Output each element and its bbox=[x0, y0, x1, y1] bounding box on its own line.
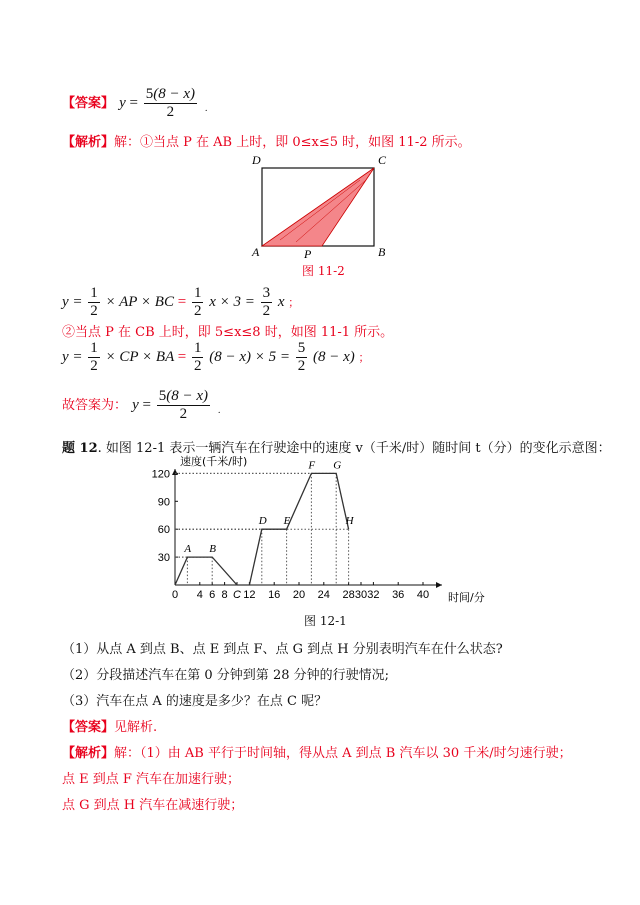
x-tick-label: 28 bbox=[342, 589, 355, 601]
point-label-h: H bbox=[345, 515, 354, 528]
point-label-d: D bbox=[258, 515, 267, 528]
x-tick-label: 32 bbox=[367, 589, 380, 601]
y-axis-arrow bbox=[172, 469, 178, 475]
label-c: C bbox=[378, 153, 387, 167]
analysis-text: 解：①当点 P 在 AB 上时，即 0≤x≤5 时，如图 11-2 所示。 bbox=[114, 135, 471, 150]
analysis-label: 【解析】 bbox=[62, 135, 115, 150]
figure-12-1-chart bbox=[150, 455, 490, 610]
answer-formula: y = $\frac{5(8 - x)}{2}$ bbox=[119, 86, 196, 120]
y-tick-label: 90 bbox=[157, 496, 170, 509]
x-tick-label: 30 bbox=[354, 589, 368, 601]
figure-11-2 bbox=[240, 150, 400, 262]
question-12 bbox=[62, 437, 611, 456]
answer-2-line bbox=[62, 716, 157, 735]
y-tick-label: 60 bbox=[157, 524, 170, 537]
final-answer-line: 故答案为： y = $\frac{5(8 - x)}{2}$ $_.$ bbox=[62, 388, 221, 422]
point-label-a: A bbox=[184, 543, 192, 556]
y-tick-label: 30 bbox=[157, 552, 170, 565]
x-tick-label: 36 bbox=[392, 589, 405, 601]
question-item: （1）从点 A 到点 B、点 E 到点 F、点 G 到点 H 分别表明汽车在什么状态? bbox=[62, 642, 503, 657]
x-axis-arrow bbox=[436, 582, 442, 588]
x-tick-label: 8 bbox=[221, 589, 228, 601]
analysis-2-label: 【解析】 bbox=[62, 746, 115, 761]
question-number: 题 12 bbox=[62, 441, 98, 456]
answer-fraction: $\frac{5(8 - x)}{2}$ bbox=[145, 86, 196, 120]
x-tick-label: 40 bbox=[416, 589, 430, 601]
answer-label: 【答案】 bbox=[62, 95, 115, 111]
point-label-g: G bbox=[333, 459, 342, 472]
x-tick-label: C bbox=[233, 589, 241, 601]
answer-2-label: 【答案】 bbox=[62, 720, 115, 735]
question-item: （2）分段描述汽车在第 0 分钟到第 28 分钟的行驶情况; bbox=[62, 668, 389, 683]
shaded-triangle bbox=[262, 168, 374, 246]
label-d: D bbox=[252, 153, 261, 167]
point-label-e: E bbox=[283, 515, 291, 528]
point-label-f: F bbox=[308, 459, 316, 472]
analysis-line bbox=[62, 131, 471, 150]
question-text: . 如图 12-1 表示一辆汽车在行驶途中的速度 v（千米/时）随时间 t（分）的变化示意图： bbox=[97, 441, 611, 456]
figure-11-2-caption: 图 11-2 bbox=[302, 264, 345, 278]
y-tick-label: 120 bbox=[151, 468, 170, 481]
answer-2-text: 见解析. bbox=[114, 720, 158, 735]
x-tick-label: 16 bbox=[268, 589, 281, 601]
y-axis-label: 速度(千米/时) bbox=[180, 455, 248, 468]
case-2-text: ②当点 P 在 CB 上时，即 5≤x≤8 时，如图 11-1 所示。 bbox=[62, 325, 394, 340]
x-tick-label: 0 bbox=[171, 589, 179, 601]
label-a: A bbox=[252, 245, 260, 259]
final-answer-label: 故答案为： bbox=[62, 397, 128, 413]
x-tick-label: 12 bbox=[243, 589, 256, 601]
label-p: P bbox=[304, 247, 312, 261]
label-b: B bbox=[378, 245, 386, 259]
analysis-line-g-h: 点 G 到点 H 汽车在减速行驶； bbox=[62, 798, 244, 813]
x-tick-label: 24 bbox=[317, 589, 330, 601]
equation-case-2: y = $\frac{1}{2}$ × CP × BA = $\frac{1}{2}$ (8 − x) × 5 = $\frac{5}{2}$ (8 − x) ； bbox=[62, 340, 370, 374]
x-axis-label: 时间/分 bbox=[448, 591, 485, 604]
x-tick-label: 4 bbox=[196, 589, 203, 601]
x-tick-label: 20 bbox=[292, 589, 306, 601]
answer-line: 【答案】 y = $\frac{5(8 - x)}{2}$ $_.$ bbox=[62, 86, 208, 120]
analysis-2-line bbox=[62, 742, 572, 761]
analysis-line-e-f: 点 E 到点 F 汽车在加速行驶； bbox=[62, 772, 241, 787]
x-tick-label: 6 bbox=[209, 589, 216, 601]
equation-case-1: y = $\frac{1}{2}$ × AP × BC = $\frac{1}{2}$ x × 3 = $\frac{3}{2}$ x ； bbox=[62, 285, 300, 319]
question-item: （3）汽车在点 A 的速度是多少？在点 C 呢？ bbox=[62, 694, 328, 709]
figure-12-1-caption: 图 12-1 bbox=[304, 614, 347, 628]
point-label-b: B bbox=[209, 543, 216, 556]
analysis-2-text: 解：（1）由 AB 平行于时间轴，得从点 A 到点 B 汽车以 30 千米/时匀速行驶； bbox=[114, 746, 572, 761]
